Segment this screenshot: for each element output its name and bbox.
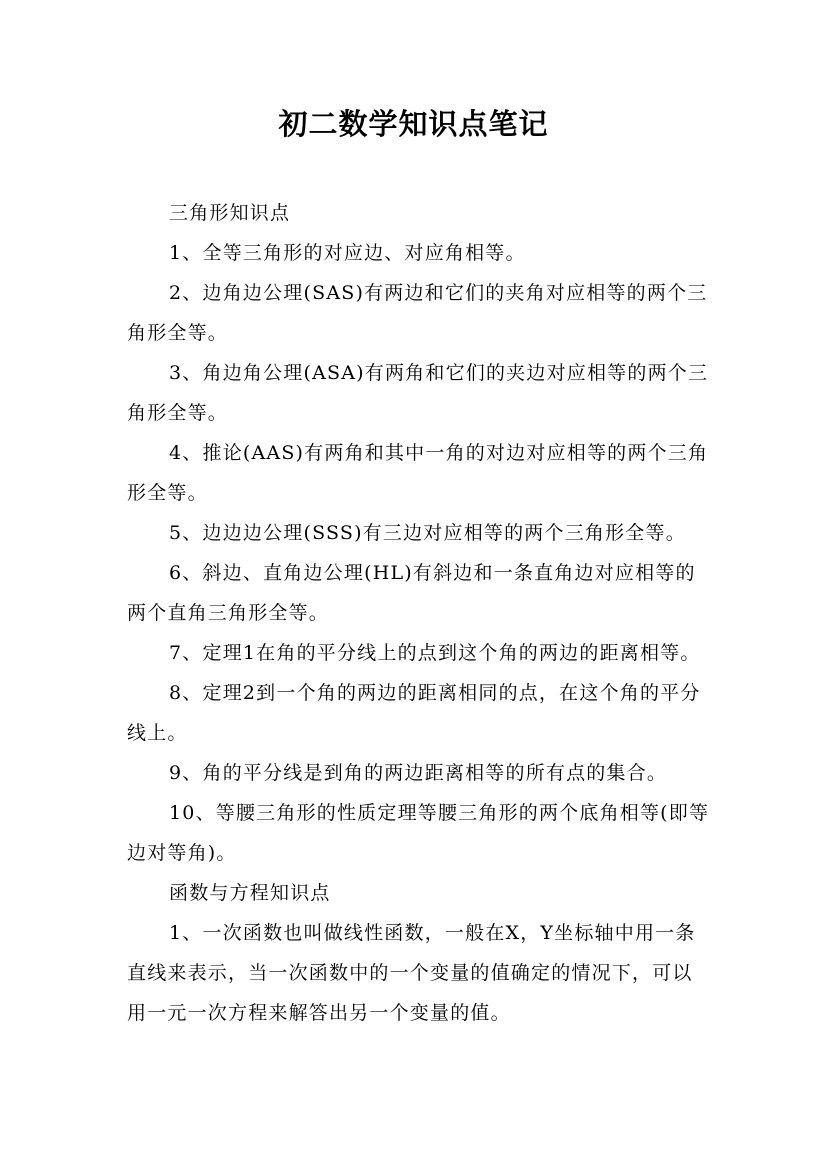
paragraph-7: 7、定理1在角的平分线上的点到这个角的两边的距离相等。: [169, 642, 701, 664]
paragraph-6: 6、斜边、直角边公理(HL)有斜边和一条直角边对应相等的两个直角三角形全等。: [127, 562, 696, 624]
paragraph-4: 4、推论(AAS)有两角和其中一角的对边对应相等的两个三角形全等。: [127, 442, 709, 504]
document-body: [127, 193, 710, 1033]
section-heading-triangles: 三角形知识点: [169, 202, 291, 224]
paragraph-5: 5、边边边公理(SSS)有三边对应相等的两个三角形全等。: [169, 522, 686, 544]
paragraph-9: 9、角的平分线是到角的两边距离相等的所有点的集合。: [169, 762, 668, 784]
paragraph-1: 1、全等三角形的对应边、对应角相等。: [169, 242, 526, 264]
document-title: 初二数学知识点笔记: [278, 107, 549, 141]
paragraph-functions-1: 1、一次函数也叫做线性函数，一般在X，Y坐标轴中用一条直线来表示，当一次函数中的一个变量的值确定的情况下，可以用一元一次方程来解答出另一个变量的值。: [127, 922, 696, 1024]
paragraph-2: 2、边角边公理(SAS)有两边和它们的夹角对应相等的两个三角形全等。: [127, 282, 708, 344]
paragraph-10: 10、等腰三角形的性质定理等腰三角形的两个底角相等(即等边对等角)。: [127, 802, 710, 864]
paragraph-8: 8、定理2到一个角的两边的距离相同的点，在这个角的平分线上。: [127, 682, 701, 744]
paragraph-3: 3、角边角公理(ASA)有两角和它们的夹边对应相等的两个三角形全等。: [127, 362, 709, 424]
section-heading-functions: 函数与方程知识点: [169, 882, 331, 904]
